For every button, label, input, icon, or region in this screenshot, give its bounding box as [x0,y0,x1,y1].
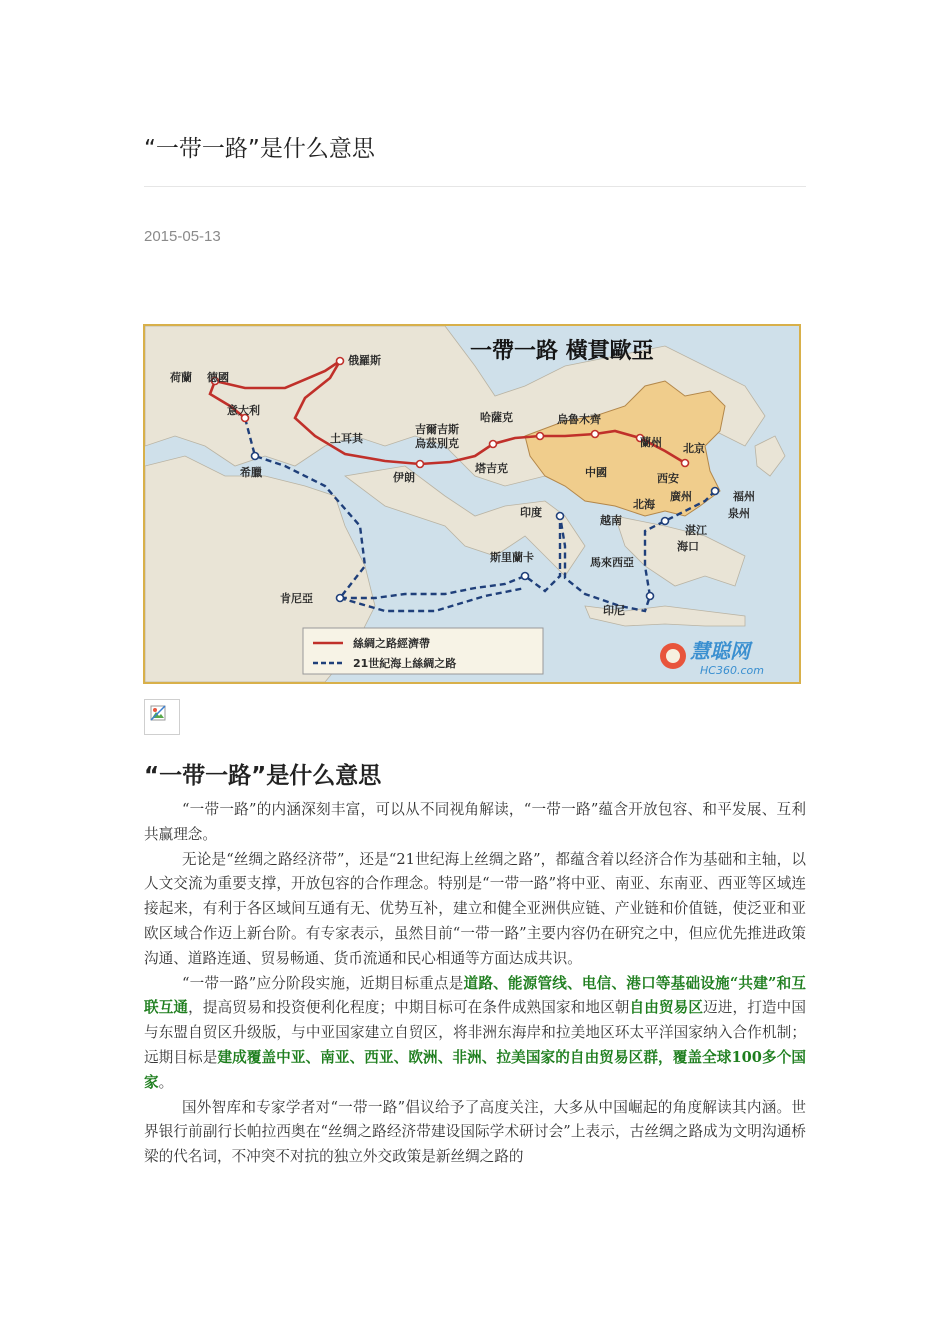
label-turkey: 土耳其 [330,432,363,445]
japan-landmass [755,436,785,476]
text-segment: “一带一路”的内涵深刻丰富，可以从不同视角解读，“一带一路”蕴含开放包容、和平发展、互利共赢理念。 [144,801,806,843]
label-uzbekistan: 烏茲別克 [415,437,459,450]
label-malaysia: 馬來西亞 [590,556,634,569]
label-kazakhstan: 哈薩克 [480,411,513,424]
label-india: 印度 [520,506,542,519]
watermark-brand: 慧聪网 [690,639,750,663]
label-haikou: 海口 [677,540,699,553]
label-china: 中國 [585,466,607,479]
label-tajikistan: 塔吉克 [475,462,508,475]
label-greece: 希臘 [240,466,262,479]
label-urumqi: 烏魯木齊 [557,413,601,426]
label-fuzhou: 福州 [733,490,755,503]
label-xian: 西安 [657,472,679,485]
legend-road: 21世紀海上絲綢之路 [353,657,457,670]
label-guangzhou: 廣州 [670,490,692,503]
map-title: 一帶一路 橫貫歐亞 [470,339,654,364]
paragraph [144,972,806,1096]
label-srilanka: 斯里蘭卡 [490,551,534,564]
label-italy: 意大利 [227,404,260,417]
text-segment: 。 [158,1073,174,1091]
label-quanzhou: 泉州 [728,507,750,520]
label-beijing: 北京 [683,442,705,455]
text-segment: “一带一路”应分阶段实施，近期目标重点是 [181,974,464,992]
highlight-text: 道路、能源管线、电信、港口等基础设施“共建”和互联互通 [144,974,806,1017]
arabia-india-landmass [345,466,585,576]
text-segment: ，提高贸易和投资便利化程度；中期目标可在条件成熟国家和地区朝 [188,999,630,1017]
label-russia: 俄羅斯 [348,354,381,367]
label-germany: 德國 [207,371,229,384]
page-title: “一带一路”是什么意思 [144,136,375,162]
paragraph [144,848,806,972]
label-zhanjiang: 湛江 [685,524,707,537]
label-kenya: 肯尼亞 [280,592,313,605]
text-segment: 国外智库和专家学者对“一带一路”倡议给予了高度关注，大多从中国崛起的角度解读其内涵。世界银行前副行长帕拉西奥在“丝绸之路经济带建设国际学术研讨会”上表示，古丝绸之路成为文明沟通桥梁的代名词，不冲突不对抗的独立外交政策是新丝绸之路的 [144,1098,806,1166]
text-segment: 迈进，打造中国与东盟自贸区升级版，与中亚国家建立自贸区，将非洲东海岸和拉美地区环太平洋国家纳入合作机制；远期目标是 [144,999,806,1066]
paragraph [144,798,806,848]
label-kyrgyzstan: 吉爾吉斯 [415,423,459,436]
hc360-watermark [660,639,764,677]
watermark-site: HC360.com [700,664,764,677]
title-divider [144,186,806,187]
label-indonesia: 印尼 [603,604,625,617]
legend-belt: 絲綢之路經濟帶 [353,637,430,650]
paragraph [144,1096,806,1170]
label-vietnam: 越南 [600,514,622,527]
belt-and-road-map [143,324,801,684]
article-heading: “一带一路”是什么意思 [144,763,382,789]
label-iran: 伊朗 [393,471,415,484]
article-body [144,798,806,1170]
label-beihai: 北海 [633,498,655,511]
highlight-text: 自由贸易区 [629,999,704,1017]
label-lanzhou: 蘭州 [640,436,662,449]
map-legend [303,628,543,674]
text-segment: 无论是“丝绸之路经济带”，还是“21世纪海上丝绸之路”，都蕴含着以经济合作为基础和主轴，以人文交流为重要支撑，开放包容的合作理念。特别是“一带一路”将中亚、南亚、东南亚、西亚等区域连接起来，有利于各区域间互通有无、优势互补，建立和健全亚洲供应链、产业链和价值链，使泛亚和亚欧区域合作迈上新台阶。有专家表示，虽然目前“一带一路”主要内容仍在研究之中，但应优先推进政策沟通、道路连通、贸易畅通、货币流通和民心相通等方面达成共识。 [144,850,806,967]
label-netherlands: 荷蘭 [170,371,192,384]
highlight-text: 建成覆盖中亚、南亚、西亚、欧洲、非洲、拉美国家的自由贸易区群，覆盖全球100多个国家 [144,1048,806,1091]
broken-image-icon [144,699,180,735]
publish-date: 2015-05-13 [144,228,221,245]
